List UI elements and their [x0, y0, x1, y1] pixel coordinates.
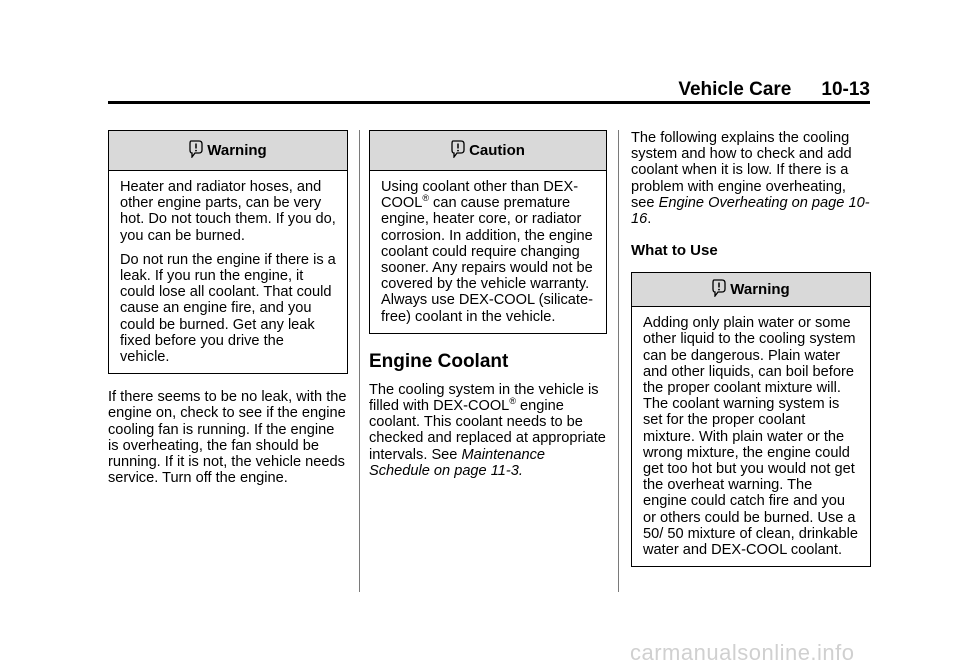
warning-bracket-icon	[712, 276, 726, 309]
warning-text: Do not run the engine if there is a leak. If you run the engine, it could lose all coolant. That could cause an engine fire, and you could be burned. Get any leak fixed before you drive the vehicle.	[120, 251, 336, 366]
warning-text: Heater and radiator hoses, and other engine parts, can be very hot. Do not touch them. If you do, you can be burned.	[120, 179, 336, 244]
section-name: Vehicle Care	[678, 79, 792, 100]
cross-reference: Maintenance Schedule on page 11-3.	[369, 446, 546, 479]
body-paragraph: The following explains the cooling system and how to check and add coolant when it is low. If there is a problem with engine overheating, see Engine Overheating on page 10-16.	[631, 130, 870, 228]
registered-mark: ®	[422, 193, 429, 204]
cross-reference: Engine Overheating on page 10-16	[631, 194, 870, 228]
caution-header	[370, 131, 606, 171]
column-divider	[359, 130, 360, 592]
caution-text: Using coolant other than DEX-COOL® can cause premature engine, heater core, or radiator corrosion. In addition, the engine coolant could require changing sooner. Any repairs would not be covered by the vehicle warranty. Always use DEX-COOL (silicate-free) coolant in the vehicle.	[381, 179, 593, 325]
warning-body	[632, 307, 870, 566]
column-2	[369, 130, 607, 479]
section-title: Engine Coolant	[369, 350, 509, 372]
caution-box	[369, 130, 607, 334]
watermark: carmanualsonline.info	[630, 640, 855, 665]
page-number: 10-13	[821, 79, 870, 100]
warning-header	[109, 131, 347, 171]
warning-box	[108, 130, 348, 374]
subheading: What to Use	[631, 242, 718, 260]
column-divider	[618, 130, 619, 592]
caution-label: Caution	[469, 142, 525, 159]
page-header	[108, 0, 870, 104]
body-paragraph: The cooling system in the vehicle is filled with DEX-COOL® engine coolant. This coolant needs to be checked and replaced at appropriate intervals. See Maintenance Schedule on page 11-3.	[369, 381, 606, 479]
column-3	[631, 130, 871, 567]
caution-body	[370, 171, 606, 333]
warning-label: Warning	[207, 142, 267, 159]
warning-header	[632, 273, 870, 307]
warning-label: Warning	[730, 281, 790, 299]
registered-mark: ®	[509, 396, 516, 407]
warning-box	[631, 272, 871, 567]
column-1	[108, 130, 348, 486]
warning-bracket-icon	[189, 134, 203, 173]
caution-bracket-icon	[451, 134, 465, 173]
body-paragraph: If there seems to be no leak, with the engine on, check to see if the engine cooling fan is running. If the engine is overheating, the fan should be running. If it is not, the vehicle needs service. Turn off the engine.	[108, 389, 347, 487]
page-title	[678, 80, 870, 100]
warning-text: Adding only plain water or some other liquid to the cooling system can be dangerous. Plain water and other liquids, can boil before the proper coolant mixture will. The coolant warning system is set for the proper coolant mixture. With plain water or the wrong mixture, the engine could get too hot but you would not get the overheat warning. The engine could catch fire and you or others could be burned. Use a 50/ 50 mixture of clean, drinkable water and DEX-COOL coolant.	[643, 315, 858, 559]
warning-body	[109, 171, 347, 373]
